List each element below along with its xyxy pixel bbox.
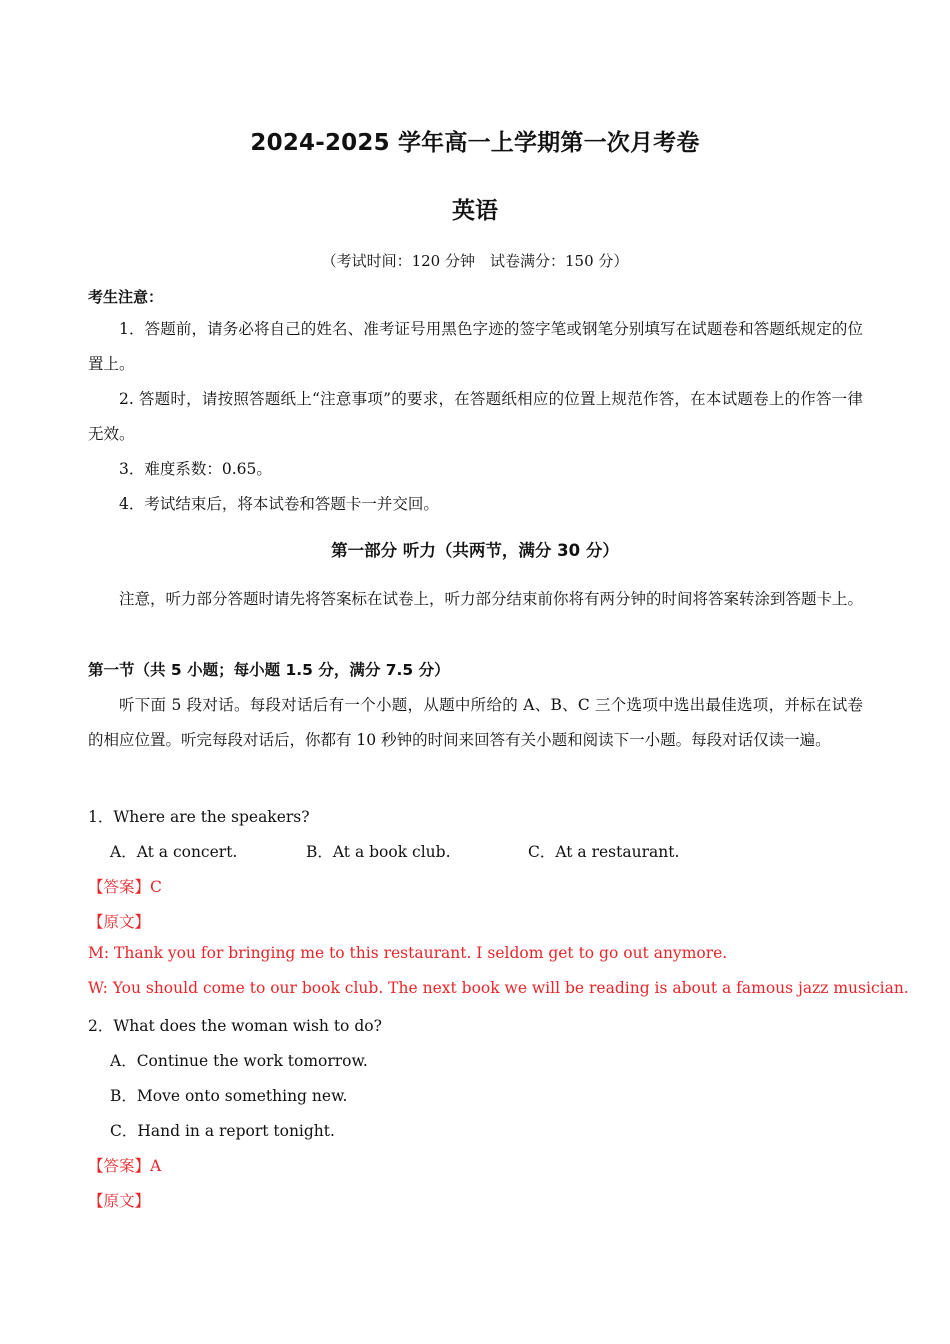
question-1-transcript-label: 【原文】	[88, 913, 151, 931]
question-2-option-a: A．Continue the work tomorrow.	[110, 1052, 368, 1070]
question-2-option-c: C．Hand in a report tonight.	[110, 1122, 335, 1140]
exam-title: 2024-2025 学年高一上学期第一次月考卷	[250, 130, 700, 156]
question-1-option-b: B．At a book club.	[306, 843, 451, 861]
listening-note: 注意，听力部分答题时请先将答案标在试卷上，听力部分结束前你将有两分钟的时间将答案转涂到答题卡上。	[119, 590, 864, 608]
notice-heading: 考生注意：	[88, 288, 164, 306]
notice-item-3: 3．难度系数：0.65。	[119, 460, 272, 478]
notice-item-1: 1．答题前，请务必将自己的姓名、准考证号用黑色字迹的签字笔或钢笔分别填写在试题卷和答题纸规定的位置上。	[88, 320, 863, 373]
question-2-transcript-label: 【原文】	[88, 1192, 151, 1210]
exam-info: （考试时间：120 分钟 试卷满分：150 分）	[321, 252, 629, 270]
question-1-option-c: C．At a restaurant.	[528, 843, 680, 861]
question-1-stem: 1．Where are the speakers?	[88, 808, 310, 826]
notice-item-2: 2. 答题时，请按照答题纸上“注意事项”的要求，在答题纸相应的位置上规范作答，在本试题卷上的作答一律无效。	[88, 390, 863, 443]
question-2-stem: 2．What does the woman wish to do?	[88, 1017, 382, 1035]
notice-item-4: 4．考试结束后，将本试卷和答题卡一并交回。	[119, 495, 439, 513]
subject-title: 英语	[452, 198, 498, 224]
question-1-transcript-line-1: M: Thank you for bringing me to this restaurant. I seldom get to go out anymore.	[88, 944, 728, 962]
section1-instructions: 听下面 5 段对话。每段对话后有一个小题，从题中所给的 A、B、C 三个选项中选出最佳选项，并标在试卷的相应位置。听完每段对话后，你都有 10 秒钟的时间来回答有关小题和阅读下一小题。每段对话仅读一遍。	[88, 696, 863, 749]
section1-heading: 第一节（共 5 小题；每小题 1.5 分，满分 7.5 分）	[88, 661, 450, 679]
question-2-option-b: B．Move onto something new.	[110, 1087, 348, 1105]
question-2-answer: 【答案】A	[88, 1157, 162, 1175]
question-1-answer: 【答案】C	[88, 878, 162, 896]
question-1-option-a: A．At a concert.	[110, 843, 238, 861]
question-1-transcript-line-2: W: You should come to our book club. The next book we will be reading is about a famous jazz musician.	[88, 979, 909, 997]
part1-heading: 第一部分 听力（共两节，满分 30 分）	[331, 541, 619, 560]
